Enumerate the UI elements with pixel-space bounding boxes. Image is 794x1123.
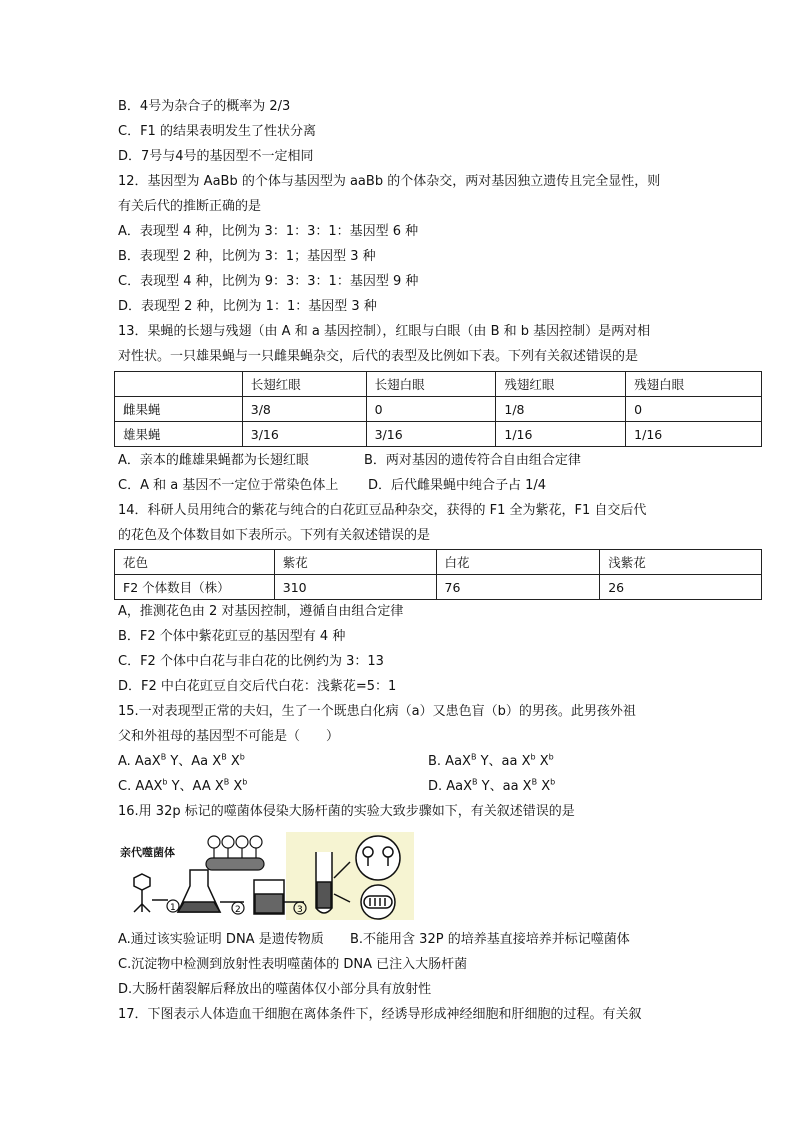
table-cell: 3/16 bbox=[242, 422, 366, 447]
q13-option-d: D．后代雌果蝇中纯合子占 1/4 bbox=[368, 478, 547, 493]
q13-option-b: B．两对基因的遗传符合自由组合定律 bbox=[364, 453, 581, 468]
table-header-row bbox=[115, 372, 762, 397]
q13-option-c: C．A 和 a 基因不一定位于常染色体上 bbox=[118, 478, 339, 493]
q16-option-c: C.沉淀物中检测到放射性表明噬菌体的 DNA 已注入大肠杆菌 bbox=[118, 957, 468, 972]
q13-stem-line1: 13．果蝇的长翅与残翅（由 A 和 a 基因控制），红眼与白眼（由 B 和 b 基因控制）是两对相 bbox=[118, 324, 651, 339]
q12-stem-line1: 12．基因型为 AaBb 的个体与基因型为 aaBb 的个体杂交，两对基因独立遗传且完全显性，则 bbox=[118, 174, 661, 189]
table-cell: 0 bbox=[626, 397, 762, 422]
q16-option-a: A.通过该实验证明 DNA 是遗传物质 bbox=[118, 932, 324, 947]
q11-option-b: B．4号为杂合子的概率为 2/3 bbox=[118, 99, 291, 114]
flask-icon bbox=[178, 870, 220, 912]
q12-stem-line2: 有关后代的推断正确的是 bbox=[118, 199, 262, 214]
table-cell: 76 bbox=[436, 575, 600, 600]
supernatant-circle bbox=[356, 836, 400, 880]
figure-label: 亲代噬菌体 bbox=[120, 846, 175, 859]
q15-option-d: D. AaX$^B$ Y、aa $X^B$ $X^b$ bbox=[428, 777, 556, 794]
table-header-cell: 紫花 bbox=[274, 550, 436, 575]
q14-stem-line2: 的花色及个体数目如下表所示。下列有关叙述错误的是 bbox=[118, 528, 431, 543]
table-cell: 雄果蝇 bbox=[115, 422, 243, 447]
q14-option-d: D．F2 中白花豇豆自交后代白花：浅紫花=5：1 bbox=[118, 679, 397, 694]
table-header-cell: 长翅红眼 bbox=[242, 372, 366, 397]
q16-option-b: B.不能用含 32P 的培养基直接培养并标记噬菌体 bbox=[350, 932, 630, 947]
table-header-cell: 浅紫花 bbox=[600, 550, 762, 575]
table-cell: 1/16 bbox=[496, 422, 626, 447]
table-cell: 26 bbox=[600, 575, 762, 600]
step-3-number: 3 bbox=[297, 905, 303, 915]
table-cell: 1/16 bbox=[626, 422, 762, 447]
phage-icon bbox=[134, 874, 150, 912]
table-row bbox=[115, 422, 762, 447]
table-header-row bbox=[115, 550, 762, 575]
step-2-number: 2 bbox=[235, 905, 241, 915]
table-header-cell: 残翅红眼 bbox=[496, 372, 626, 397]
sediment-circle bbox=[361, 885, 395, 919]
q13-stem-line2: 对性状。一只雄果蝇与一只雌果蝇杂交，后代的表型及比例如下表。下列有关叙述错误的是 bbox=[118, 349, 639, 364]
step-1-number: 1 bbox=[170, 903, 176, 913]
table-row bbox=[115, 575, 762, 600]
table-header-cell: 花色 bbox=[115, 550, 275, 575]
table-cell: 雌果蝇 bbox=[115, 397, 243, 422]
table-row bbox=[115, 397, 762, 422]
table-cell: 0 bbox=[366, 397, 496, 422]
table-cell: F2 个体数目（株） bbox=[115, 575, 275, 600]
table-cell: 3/16 bbox=[366, 422, 496, 447]
q17-stem-line1: 17．下图表示人体造血干细胞在离体条件下，经诱导形成神经细胞和肝细胞的过程。有关叙 bbox=[118, 1007, 642, 1022]
q14-option-c: C．F2 个体中白花与非白花的比例约为 3：13 bbox=[118, 654, 384, 669]
q14-table bbox=[114, 549, 762, 600]
table-header-cell: 白花 bbox=[436, 550, 600, 575]
q13-option-a: A．亲本的雌雄果蝇都为长翅红眼 bbox=[118, 453, 309, 468]
centrifuge-tube-icon bbox=[316, 852, 332, 913]
beaker-icon bbox=[254, 880, 284, 914]
q12-option-c: C．表现型 4 种，比例为 9：3：3：1：基因型 9 种 bbox=[118, 274, 419, 289]
table-cell: 310 bbox=[274, 575, 436, 600]
table-cell: 3/8 bbox=[242, 397, 366, 422]
table-header-cell: 长翅白眼 bbox=[366, 372, 496, 397]
q15-option-b: B. AaX$^B$ Y、aa $X^b$ $X^b$ bbox=[428, 752, 554, 769]
q16-option-d: D.大肠杆菌裂解后释放出的噬菌体仅小部分具有放射性 bbox=[118, 982, 432, 997]
q12-option-b: B．表现型 2 种，比例为 3：1；基因型 3 种 bbox=[118, 249, 376, 264]
q13-table bbox=[114, 371, 762, 447]
q14-stem-line1: 14．科研人员用纯合的紫花与纯合的白花豇豆品种杂交，获得的 F1 全为紫花，F1 自交后代 bbox=[118, 503, 647, 518]
q12-option-a: A．表现型 4 种，比例为 3：1：3：1：基因型 6 种 bbox=[118, 224, 419, 239]
q15-option-a: A. AaX$^B$ Y、Aa $X^B$ $X^b$ bbox=[118, 752, 245, 769]
q11-option-d: D．7号与4号的基因型不一定相同 bbox=[118, 149, 314, 164]
table-cell: 1/8 bbox=[496, 397, 626, 422]
q11-option-c: C．F1 的结果表明发生了性状分离 bbox=[118, 124, 316, 139]
q14-option-b: B．F2 个体中紫花豇豆的基因型有 4 种 bbox=[118, 629, 346, 644]
q15-stem-line2: 父和外祖母的基因型不可能是（ ） bbox=[118, 729, 340, 744]
infected-bacteria-icon bbox=[206, 836, 264, 870]
q12-option-d: D．表现型 2 种，比例为 1：1：基因型 3 种 bbox=[118, 299, 377, 314]
q15-option-c: C. AAX$^b$ Y、AA $X^B$ $X^b$ bbox=[118, 777, 248, 794]
q14-option-a: A，推测花色由 2 对基因控制，遵循自由组合定律 bbox=[118, 604, 404, 619]
table-header-cell: 残翅白眼 bbox=[626, 372, 762, 397]
q16-stem: 16.用 32p 标记的噬菌体侵染大肠杆菌的实验大致步骤如下，有关叙述错误的是 bbox=[118, 804, 575, 819]
q15-stem-line1: 15.一对表现型正常的夫妇，生了一个既患白化病（a）又患色盲（b）的男孩。此男孩外祖 bbox=[118, 704, 636, 719]
phage-experiment-figure bbox=[118, 832, 414, 920]
table-header-cell bbox=[115, 372, 243, 397]
